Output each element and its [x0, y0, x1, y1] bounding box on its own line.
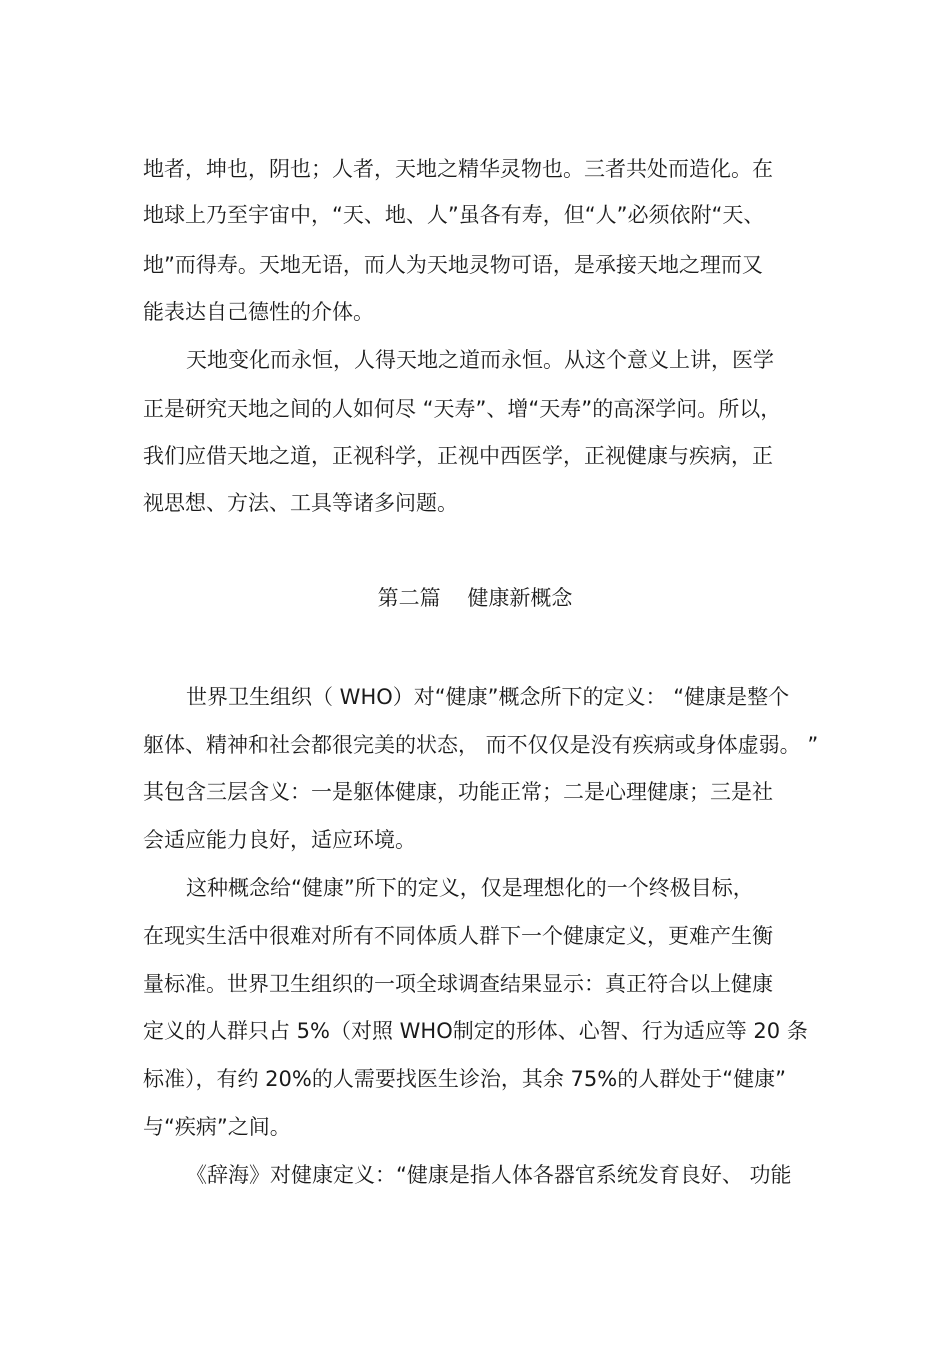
text-line: 标准），有约 20%的人需要找医生诊治，其余 75%的人群处于“健康” [143, 1067, 786, 1091]
text-line: 视思想、方法、工具等诸多问题。 [143, 491, 458, 515]
text-line: 其包含三层含义：一是躯体健康，功能正常；二是心理健康；三是社 [143, 780, 773, 804]
text-line: 地者，坤也，阴也；人者，天地之精华灵物也。三者共处而造化。在 [143, 157, 773, 181]
text-line: 会适应能力良好，适应环境。 [143, 828, 416, 852]
text-line: 躯体、精神和社会都很完美的状态， 而不仅仅是没有疾病或身体虚弱。 ” [143, 733, 819, 757]
text-line: 在现实生活中很难对所有不同体质人群下一个健康定义，更难产生衡 [143, 924, 773, 948]
text-line: 我们应借天地之道，正视科学，正视中西医学，正视健康与疾病，正 [143, 444, 773, 468]
text-line: 量标准。世界卫生组织的一项全球调查结果显示：真正符合以上健康 [143, 972, 773, 996]
section-heading: 第二篇 健康新概念 [377, 586, 573, 610]
text-line: 地球上乃至宇宙中，“天、地、人”虽各有寿，但“人”必须依附“天、 [143, 203, 765, 227]
text-line: 这种概念给“健康”所下的定义，仅是理想化的一个终极目标， [186, 876, 754, 900]
text-line: 《辞海》对健康定义：“健康是指人体各器官系统发育良好、 功能 [186, 1163, 792, 1187]
text-line: 天地变化而永恒，人得天地之道而永恒。从这个意义上讲，医学 [186, 348, 774, 372]
text-line: 世界卫生组织（ WHO）对“健康”概念所下的定义： “健康是整个 [186, 685, 790, 709]
text-line: 地”而得寿。天地无语，而人为天地灵物可语，是承接天地之理而又 [143, 253, 763, 277]
text-line: 正是研究天地之间的人如何尽 “天寿”、增“天寿”的高深学问。所以， [143, 397, 782, 421]
text-line: 与“疾病”之间。 [143, 1115, 291, 1139]
text-line: 定义的人群只占 5%（对照 WHO制定的形体、心智、行为适应等 20 条 [143, 1019, 808, 1043]
text-line: 能表达自己德性的介体。 [143, 300, 374, 324]
